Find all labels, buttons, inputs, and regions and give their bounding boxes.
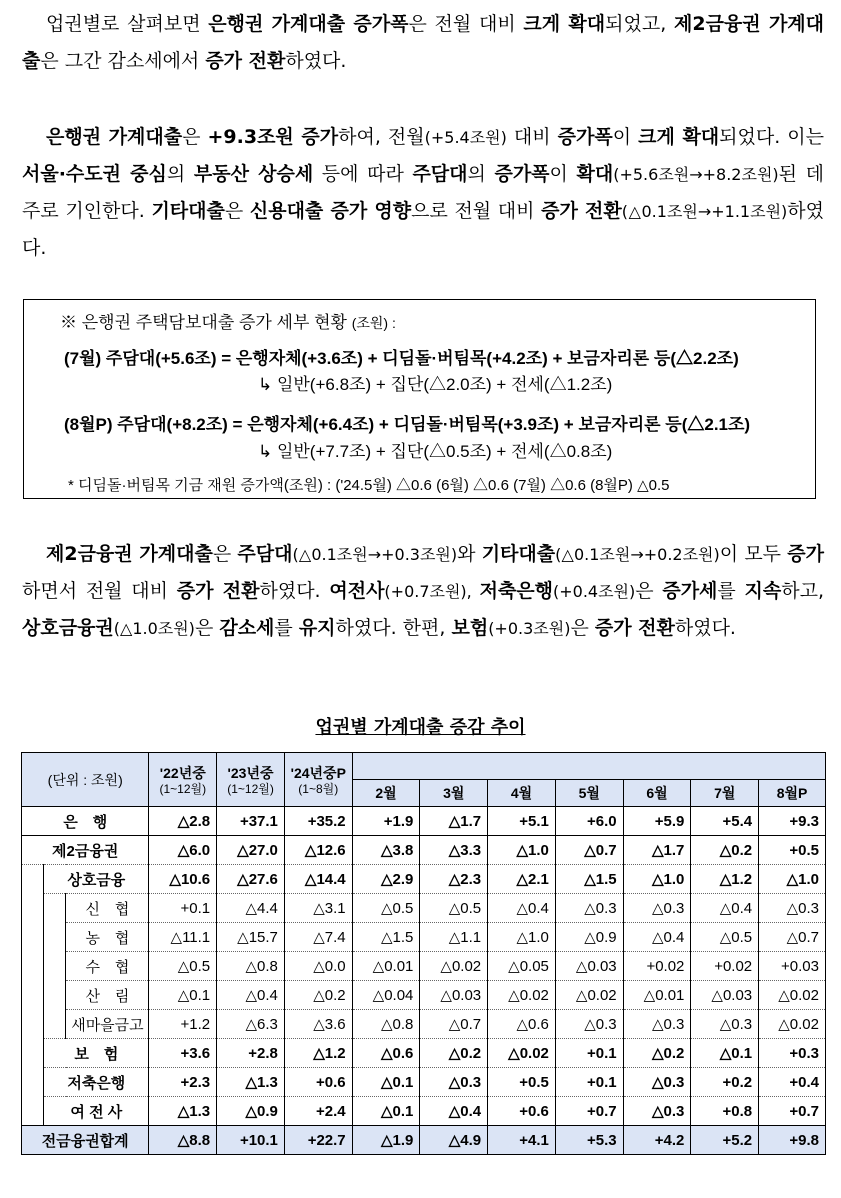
value-cell: △0.5 (691, 923, 759, 952)
value-cell: △1.2 (691, 865, 759, 894)
header-22 (149, 753, 217, 807)
value-cell: +0.1 (149, 894, 217, 923)
text: 확대 (576, 163, 614, 185)
text: 기타대출 (481, 543, 556, 565)
value-cell: +2.8 (217, 1039, 285, 1068)
value-cell: △3.8 (352, 836, 420, 865)
table-row (22, 807, 826, 836)
value-cell: △1.0 (488, 923, 556, 952)
value-cell: △0.8 (217, 952, 285, 981)
text: 크게 확대 (638, 126, 720, 148)
text: (+5.4조원) (424, 128, 507, 147)
text: 증가 전환 (541, 200, 622, 222)
indent-cell (22, 1010, 44, 1039)
month-header: 8월P (759, 780, 826, 807)
value-cell: +2.3 (149, 1068, 217, 1097)
row-label: 저축은행 (44, 1068, 149, 1097)
text: 은 (182, 126, 208, 148)
text: 지속 (744, 580, 782, 602)
text: 된 데 주로 기인한다. (22, 163, 824, 222)
value-cell: △0.4 (691, 894, 759, 923)
table-title: 업권별 가계대출 증감 추이 (315, 717, 526, 738)
value-cell: △1.7 (623, 836, 691, 865)
value-cell: △0.6 (352, 1039, 420, 1068)
indent-cell (22, 894, 44, 923)
month-header: 6월 (623, 780, 691, 807)
row-label: 신 협 (66, 894, 149, 923)
text: (1~12월) (227, 782, 274, 796)
value-cell: △0.2 (623, 1039, 691, 1068)
value-cell: △0.4 (488, 894, 556, 923)
month-header: 2월 (352, 780, 420, 807)
text: 제2금융권 가계대출 (22, 13, 825, 72)
month-header: 4월 (488, 780, 556, 807)
paragraph-3 (22, 536, 824, 647)
value-cell: △0.1 (352, 1097, 420, 1126)
value-cell: △6.0 (149, 836, 217, 865)
text: (+0.4조원) (552, 582, 636, 601)
text: 하였다. 한편, (335, 617, 452, 639)
paragraph-2 (22, 119, 824, 267)
text: 이 모두 (719, 543, 788, 565)
text: 증가폭 (494, 163, 550, 185)
box-line-jul-sub: ↳ 일반(+6.8조) + 집단(△2.0조) + 전세(△1.2조) (258, 375, 613, 394)
row-label: 제2금융권 (22, 836, 149, 865)
text: 은 (635, 580, 663, 602)
row-label: 농 협 (66, 923, 149, 952)
text: ※ 은행권 주택담보대출 증가 세부 현황 (60, 313, 347, 332)
text: 의 (467, 163, 495, 185)
value-cell: △0.05 (488, 952, 556, 981)
value-cell: △7.4 (284, 923, 352, 952)
value-cell: +1.9 (352, 807, 420, 836)
value-cell: +4.2 (623, 1126, 691, 1155)
indent-cell (44, 981, 66, 1010)
value-cell: △11.1 (149, 923, 217, 952)
value-cell: +0.7 (759, 1097, 826, 1126)
value-cell: △1.0 (623, 865, 691, 894)
box-line-aug: (8월P) 주담대(+8.2조) = 은행자체(+6.4조) + 디딤돌·버팀목(+3.9조) + 보금자리론 등(△2.1조) (64, 415, 751, 434)
indent-cell (44, 1010, 66, 1039)
value-cell: +0.02 (623, 952, 691, 981)
row-label: 수 협 (66, 952, 149, 981)
value-cell: △4.4 (217, 894, 285, 923)
indent-cell (22, 923, 44, 952)
value-cell: +0.1 (555, 1039, 623, 1068)
indent-cell (22, 981, 44, 1010)
text: 기타대출 (151, 200, 225, 222)
text: 부동산 상승세 (193, 163, 314, 185)
value-cell: △0.5 (420, 894, 488, 923)
value-cell: +0.02 (691, 952, 759, 981)
value-cell: +9.8 (759, 1126, 826, 1155)
text: (+0.3조원) (488, 619, 571, 638)
value-cell: △1.1 (420, 923, 488, 952)
table-row (22, 865, 826, 894)
value-cell: +0.1 (555, 1068, 623, 1097)
value-cell: +0.7 (555, 1097, 623, 1126)
value-cell: △0.03 (691, 981, 759, 1010)
row-label: 상호금융 (44, 865, 149, 894)
mortgage-detail-box (23, 299, 816, 499)
value-cell: +5.9 (623, 807, 691, 836)
text: 되었고, (605, 13, 674, 35)
text: 하면서 전월 대비 (22, 580, 177, 602)
value-cell: △0.03 (555, 952, 623, 981)
text: +9.3조원 증가 (207, 126, 339, 148)
value-cell: +1.2 (149, 1010, 217, 1039)
value-cell: △0.3 (623, 1010, 691, 1039)
value-cell: △0.04 (352, 981, 420, 1010)
table-row (22, 1010, 826, 1039)
value-cell: +0.6 (488, 1097, 556, 1126)
text: 신용대출 증가 영향 (249, 200, 412, 222)
value-cell: △0.3 (759, 894, 826, 923)
value-cell: △0.2 (284, 981, 352, 1010)
header-blank (352, 753, 825, 780)
text: 은 (194, 617, 220, 639)
indent-cell (22, 1039, 44, 1068)
value-cell: △1.9 (352, 1126, 420, 1155)
text: 제2금융권 가계대출 (46, 543, 213, 565)
value-cell: △0.0 (284, 952, 352, 981)
text: (1~8월) (298, 782, 339, 796)
text: 이 (612, 126, 639, 148)
text: 하였다. (259, 580, 330, 602)
value-cell: +0.2 (691, 1068, 759, 1097)
row-label: 새마을금고 (66, 1010, 149, 1039)
text: 증가 전환 (176, 580, 260, 602)
table-row (22, 1068, 826, 1097)
text: 여전사 (329, 580, 385, 602)
box-footnote: * 디딤돌·버팀목 기금 재원 증가액(조원) : ('24.5월) △0.6 (6월) △0.6 (7월) △0.6 (8월P) △0.5 (68, 477, 670, 494)
table-row (22, 952, 826, 981)
value-cell: △0.01 (623, 981, 691, 1010)
value-cell: △0.6 (488, 1010, 556, 1039)
text: '22년중 (159, 765, 206, 781)
text: (조원) : (351, 315, 396, 331)
value-cell: △2.8 (149, 807, 217, 836)
value-cell: △0.01 (352, 952, 420, 981)
value-cell: +5.1 (488, 807, 556, 836)
table-row (22, 923, 826, 952)
text: 은 (224, 200, 250, 222)
value-cell: △0.02 (759, 1010, 826, 1039)
text: (△1.0조원) (113, 619, 195, 638)
indent-cell (22, 1097, 44, 1126)
month-header: 3월 (420, 780, 488, 807)
value-cell: +2.4 (284, 1097, 352, 1126)
value-cell: △0.1 (691, 1039, 759, 1068)
value-cell: △0.3 (623, 1068, 691, 1097)
value-cell: △0.3 (420, 1068, 488, 1097)
loan-table (21, 752, 826, 1155)
value-cell: △0.4 (623, 923, 691, 952)
value-cell: △1.0 (759, 865, 826, 894)
value-cell: △1.2 (284, 1039, 352, 1068)
indent-cell (22, 952, 44, 981)
box-line-jul: (7월) 주담대(+5.6조) = 은행자체(+3.6조) + 디딤돌·버팀목(+4.2조) + 보금자리론 등(△2.2조) (64, 349, 739, 368)
text: (△0.1조원→+0.3조원) (292, 545, 458, 564)
value-cell: △0.7 (420, 1010, 488, 1039)
value-cell: △0.5 (149, 952, 217, 981)
text: (+0.7조원), (384, 582, 480, 601)
table-row (22, 1097, 826, 1126)
value-cell: +3.6 (149, 1039, 217, 1068)
value-cell: △0.02 (488, 981, 556, 1010)
text: 업권별로 살펴보면 (46, 13, 209, 35)
text: (1~12월) (159, 782, 207, 796)
text: 의 (166, 163, 194, 185)
value-cell: +10.1 (217, 1126, 285, 1155)
value-cell: △10.6 (149, 865, 217, 894)
header-24 (284, 753, 352, 807)
text: (+5.6조원→+8.2조원) (613, 165, 779, 184)
text: 증가폭 (557, 126, 613, 148)
paragraph-1 (22, 6, 824, 80)
value-cell: △8.8 (149, 1126, 217, 1155)
text: 증가 전환 (594, 617, 675, 639)
indent-cell (44, 952, 66, 981)
row-label: 보 험 (44, 1039, 149, 1068)
month-header: 7월 (691, 780, 759, 807)
value-cell: △0.8 (352, 1010, 420, 1039)
row-label: 여 전 사 (44, 1097, 149, 1126)
text: 은 그간 감소세에서 (40, 50, 206, 72)
value-cell: △0.02 (420, 952, 488, 981)
value-cell: △1.3 (217, 1068, 285, 1097)
unit-header: (단위 : 조원) (22, 753, 149, 807)
value-cell: +35.2 (284, 807, 352, 836)
value-cell: △14.4 (284, 865, 352, 894)
value-cell: △0.2 (691, 836, 759, 865)
value-cell: △0.3 (623, 1097, 691, 1126)
text: 를 (717, 580, 745, 602)
value-cell: △4.9 (420, 1126, 488, 1155)
text: 등에 따라 (313, 163, 413, 185)
table-row (22, 1126, 826, 1155)
value-cell: △0.02 (488, 1039, 556, 1068)
text: 증가 (787, 543, 824, 565)
value-cell: △1.5 (352, 923, 420, 952)
text: 서울·수도권 중심 (22, 163, 167, 185)
table-body (22, 807, 826, 1155)
table-row (22, 981, 826, 1010)
value-cell: △2.9 (352, 865, 420, 894)
value-cell: +5.2 (691, 1126, 759, 1155)
value-cell: △0.1 (352, 1068, 420, 1097)
value-cell: △1.5 (555, 865, 623, 894)
text: 대비 (506, 126, 558, 148)
value-cell: △0.3 (623, 894, 691, 923)
text: 은행권 가계대출 증가폭 (208, 13, 409, 35)
row-label: 전금융권합계 (22, 1126, 149, 1155)
text: 유지 (298, 617, 336, 639)
text: 주담대 (237, 543, 293, 565)
box-heading (60, 308, 396, 333)
text: '23년중 (227, 765, 274, 781)
value-cell: +0.5 (759, 836, 826, 865)
value-cell: △0.7 (759, 923, 826, 952)
text: 상호금융권 (22, 617, 114, 639)
text: 은 (212, 543, 238, 565)
month-header: 5월 (555, 780, 623, 807)
value-cell: △1.3 (149, 1097, 217, 1126)
value-cell: +0.03 (759, 952, 826, 981)
text: '24년중P (290, 765, 346, 781)
value-cell: +5.4 (691, 807, 759, 836)
value-cell: +9.3 (759, 807, 826, 836)
text: 저축은행 (479, 580, 553, 602)
value-cell: +0.6 (284, 1068, 352, 1097)
table-row (22, 1039, 826, 1068)
value-cell: △0.3 (555, 894, 623, 923)
text: 은 전월 대비 (408, 13, 524, 35)
text: 하고, (781, 580, 824, 602)
indent-cell (22, 1068, 44, 1097)
value-cell: +5.3 (555, 1126, 623, 1155)
value-cell: △0.3 (691, 1010, 759, 1039)
value-cell: +22.7 (284, 1126, 352, 1155)
text: 은행권 가계대출 (46, 126, 183, 148)
indent-cell (44, 923, 66, 952)
value-cell: △0.7 (555, 836, 623, 865)
text: 하였다. (22, 200, 824, 259)
text: 으로 전월 대비 (411, 200, 542, 222)
table-row (22, 836, 826, 865)
text: (△0.1조원→+0.2조원) (555, 545, 720, 564)
value-cell: +0.8 (691, 1097, 759, 1126)
value-cell: △0.4 (420, 1097, 488, 1126)
value-cell: △2.1 (488, 865, 556, 894)
row-label: 산 림 (66, 981, 149, 1010)
text: 증가 전환 (205, 50, 286, 72)
indent-cell (44, 894, 66, 923)
value-cell: △0.02 (759, 981, 826, 1010)
value-cell: △12.6 (284, 836, 352, 865)
text: 증가세 (662, 580, 718, 602)
value-cell: △0.5 (352, 894, 420, 923)
text: 주담대 (412, 163, 468, 185)
value-cell: △0.4 (217, 981, 285, 1010)
text: 하여, 전월 (338, 126, 425, 148)
value-cell: △3.1 (284, 894, 352, 923)
value-cell: +4.1 (488, 1126, 556, 1155)
value-cell: △0.03 (420, 981, 488, 1010)
value-cell: △0.3 (555, 1010, 623, 1039)
value-cell: +0.3 (759, 1039, 826, 1068)
text: 되었다. 이는 (719, 126, 825, 148)
text: 보험 (451, 617, 489, 639)
value-cell: +37.1 (217, 807, 285, 836)
indent-cell (22, 865, 44, 894)
text: (△0.1조원→+1.1조원) (621, 202, 788, 221)
text: 이 (549, 163, 577, 185)
value-cell: △0.1 (149, 981, 217, 1010)
value-cell: +0.5 (488, 1068, 556, 1097)
text: 감소세 (219, 617, 275, 639)
text: 크게 확대 (523, 13, 606, 35)
row-label: 은 행 (22, 807, 149, 836)
header-23 (217, 753, 285, 807)
value-cell: △15.7 (217, 923, 285, 952)
text: 하였다. (674, 617, 736, 639)
table-row (22, 894, 826, 923)
value-cell: △1.0 (488, 836, 556, 865)
value-cell: △6.3 (217, 1010, 285, 1039)
text: 를 (274, 617, 299, 639)
box-line-aug-sub: ↳ 일반(+7.7조) + 집단(△0.5조) + 전세(△0.8조) (258, 442, 613, 461)
value-cell: △0.2 (420, 1039, 488, 1068)
value-cell: △27.6 (217, 865, 285, 894)
value-cell: +6.0 (555, 807, 623, 836)
value-cell: △2.3 (420, 865, 488, 894)
text: 하였다. (285, 50, 347, 72)
value-cell: △3.3 (420, 836, 488, 865)
value-cell: △1.7 (420, 807, 488, 836)
value-cell: △27.0 (217, 836, 285, 865)
value-cell: △0.9 (217, 1097, 285, 1126)
text: 와 (457, 543, 482, 565)
value-cell: △0.02 (555, 981, 623, 1010)
value-cell: +0.4 (759, 1068, 826, 1097)
text: 은 (570, 617, 595, 639)
value-cell: △0.9 (555, 923, 623, 952)
value-cell: △3.6 (284, 1010, 352, 1039)
